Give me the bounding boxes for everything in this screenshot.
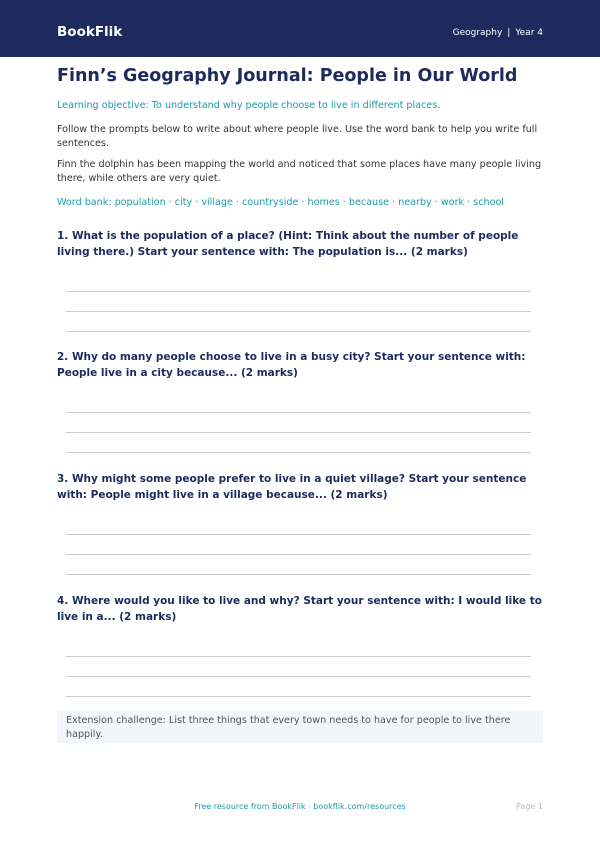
page-title: Finn’s Geography Journal: People in Our World [57, 66, 518, 86]
brand-logo: BookFlik [57, 24, 123, 40]
answer-line[interactable] [66, 331, 531, 332]
answer-line[interactable] [66, 291, 531, 292]
answer-line[interactable] [66, 432, 531, 433]
answer-line[interactable] [66, 676, 531, 677]
header-meta [453, 27, 543, 39]
year-label: Year 4 [515, 28, 543, 38]
answer-line[interactable] [66, 452, 531, 453]
answer-line[interactable] [66, 554, 531, 555]
question-3: 3. Why might some people prefer to live in a quiet village? Start your sentence with: People might live in a village because... (2 marks) [57, 473, 527, 501]
word-bank: Word bank: population · city · village · countryside · homes · because · nearby · work · school [57, 197, 504, 208]
intro-paragraph: Follow the prompts below to write about where people live. Use the word bank to help you write full sentences. [57, 124, 538, 149]
answer-line[interactable] [66, 696, 531, 697]
answer-line[interactable] [66, 574, 531, 575]
meta-separator: | [507, 28, 511, 38]
intro-paragraph: Finn the dolphin has been mapping the world and noticed that some places have many people living there, while others are very quiet. [57, 159, 542, 184]
learning-objective: Learning objective: To understand why people choose to live in different places. [57, 100, 441, 111]
answer-line[interactable] [66, 412, 531, 413]
question-1: 1. What is the population of a place? (Hint: Think about the number of people living there.) Start your sentence with: The population is... (2 marks) [57, 230, 519, 258]
answer-line[interactable] [66, 656, 531, 657]
extension-challenge: Extension challenge: List three things that every town needs to have for people to live there happily. [57, 711, 543, 743]
answer-line[interactable] [66, 534, 531, 535]
question-4: 4. Where would you like to live and why? Start your sentence with: I would like to live in a... (2 marks) [57, 595, 542, 623]
question-2: 2. Why do many people choose to live in a busy city? Start your sentence with: People live in a city because... (2 marks) [57, 351, 526, 379]
footer-credit[interactable]: Free resource from BookFlik · bookflik.com/resources [194, 802, 406, 811]
page-header [0, 0, 600, 57]
answer-line[interactable] [66, 311, 531, 312]
subject-label: Geography [452, 28, 503, 38]
page-number: Page 1 [516, 802, 543, 811]
